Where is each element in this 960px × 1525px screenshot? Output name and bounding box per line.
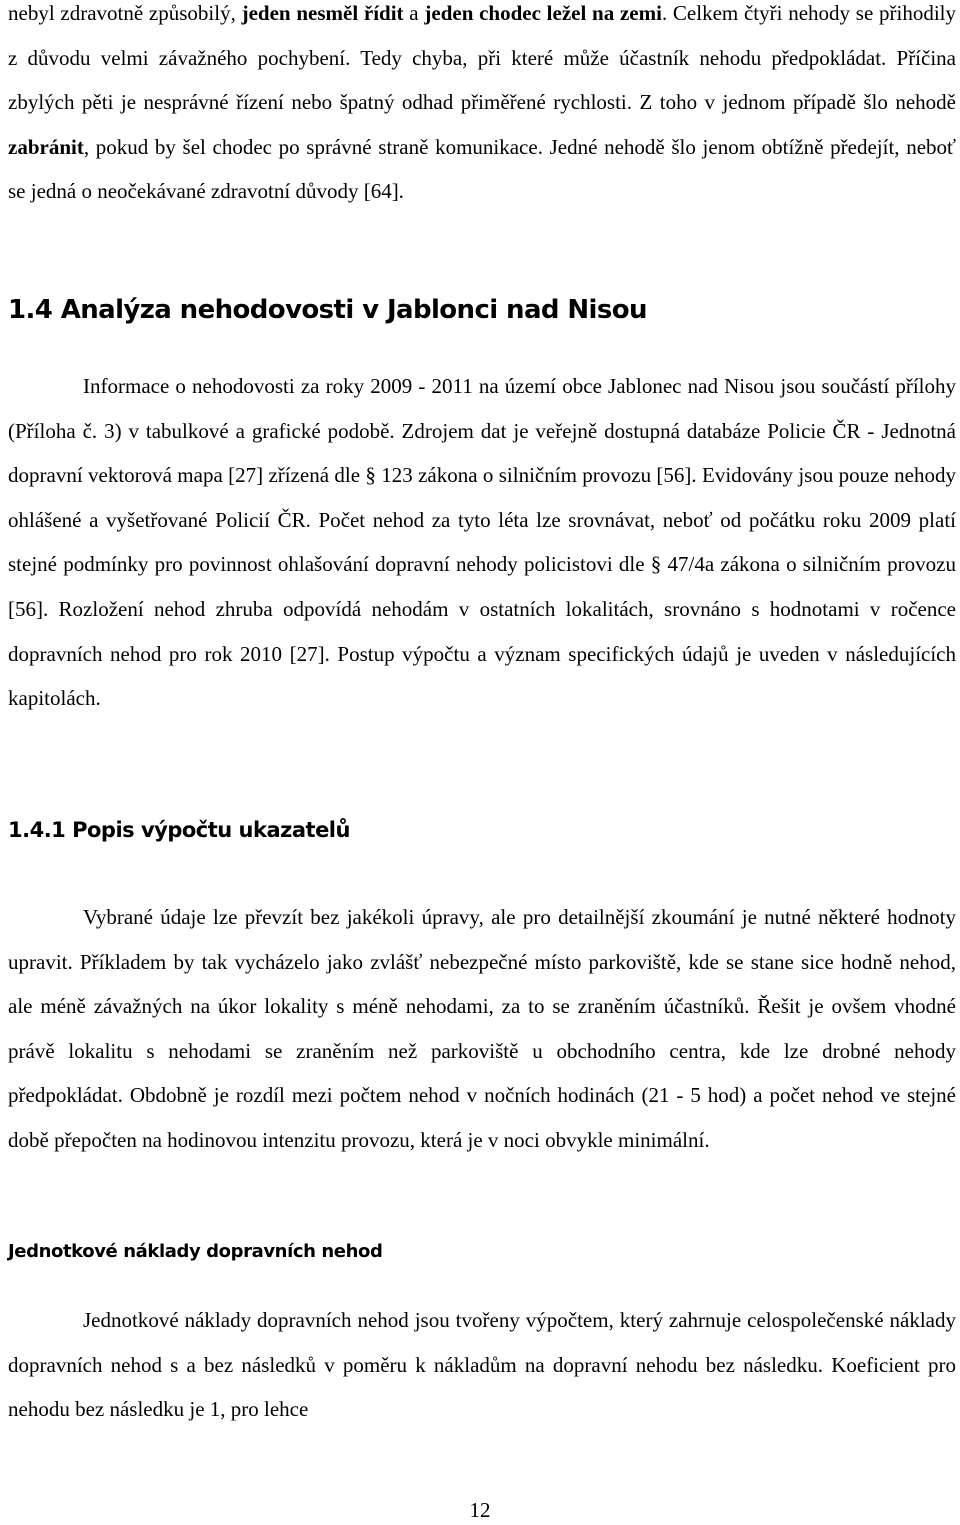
paragraph-intro [8,0,956,214]
page-number: 12 [469,1498,491,1522]
intro-bold-2: jeden chodec ležel na zemi [424,1,662,25]
intro-text-3: . Celkem čtyři nehody se přihodily z důvodu velmi závažného pochybení. Tedy chyba, při které může účastník nehodu předpokládat. Příčina zbylých pěti je nesprávné řízení nebo špatný odhad přiměřené rychlosti. Z toho v jednom případě šlo nehodě [8,1,957,115]
paragraph-analysis: Informace o nehodovosti za roky 2009 - 2011 na území obce Jablonec nad Nisou jsou součástí přílohy (Příloha č. 3) v tabulkové a grafické podobě. Zdrojem dat je veřejně dostupná databáze Policie ČR - Jednotná dopravní vektorová mapa [27] zřízená dle § 123 zákona o silničním provozu [56]. Evidovány jsou pouze nehody ohlášené a vyšetřované Policií ČR. Počet nehod za tyto léta lze srovnávat, neboť od počátku roku 2009 platí stejné podmínky pro povinnost ohlašování dopravní nehody policistovi dle § 47/4a zákona o silničním provozu [56]. Rozložení nehod zhruba odpovídá nehodám v ostatních lokalitách, srovnáno s hodnotami v ročence dopravních nehod pro rok 2010 [27]. Postup výpočtu a význam specifických údajů je uveden v následujících kapitolách. [8,374,956,711]
heading-1-4-1: 1.4.1 Popis výpočtu ukazatelů [8,818,350,842]
intro-text-4: , pokud by šel chodec po správné straně komunikace. Jedné nehodě šlo jenom obtížně předejít, neboť se jedná o neočekávané zdravotní důvody [64]. [8,134,956,204]
heading-unit-costs: Jednotkové náklady dopravních nehod [8,1241,383,1262]
intro-bold-3: zabránit [8,134,84,159]
intro-text-2: a [403,1,425,25]
heading-1-4: 1.4 Analýza nehodovosti v Jablonci nad Nisou [8,295,647,325]
intro-text-1: nebyl zdravotně způsobilý, [8,1,242,25]
paragraph-indicators: Vybrané údaje lze převzít bez jakékoli úpravy, ale pro detailnější zkoumání je nutné některé hodnoty upravit. Příkladem by tak vycházelo jako zvlášť nebezpečné místo parkoviště, kde se stane sice hodně nehod, ale méně závažných na úkor lokality s méně nehodami, za to se zraněním účastníků. Řešit je ovšem vhodné právě lokalitu s nehodami se zraněním než parkoviště u obchodního centra, kde lze drobné nehody předpokládat. Obdobně je rozdíl mezi počtem nehod v nočních hodinách (21 - 5 hod) a počet nehod ve stejné době přepočten na hodinovou intenzitu provozu, která je v noci obvykle minimální. [8,905,956,1152]
paragraph-unit-costs: Jednotkové náklady dopravních nehod jsou tvořeny výpočtem, který zahrnuje celospolečenské náklady dopravních nehod s a bez následků v poměru k nákladům na dopravní nehodu bez následku. Koeficient pro nehodu bez následku je 1, pro lehce [8,1308,956,1422]
intro-bold-1: jeden nesměl řídit [241,1,404,25]
